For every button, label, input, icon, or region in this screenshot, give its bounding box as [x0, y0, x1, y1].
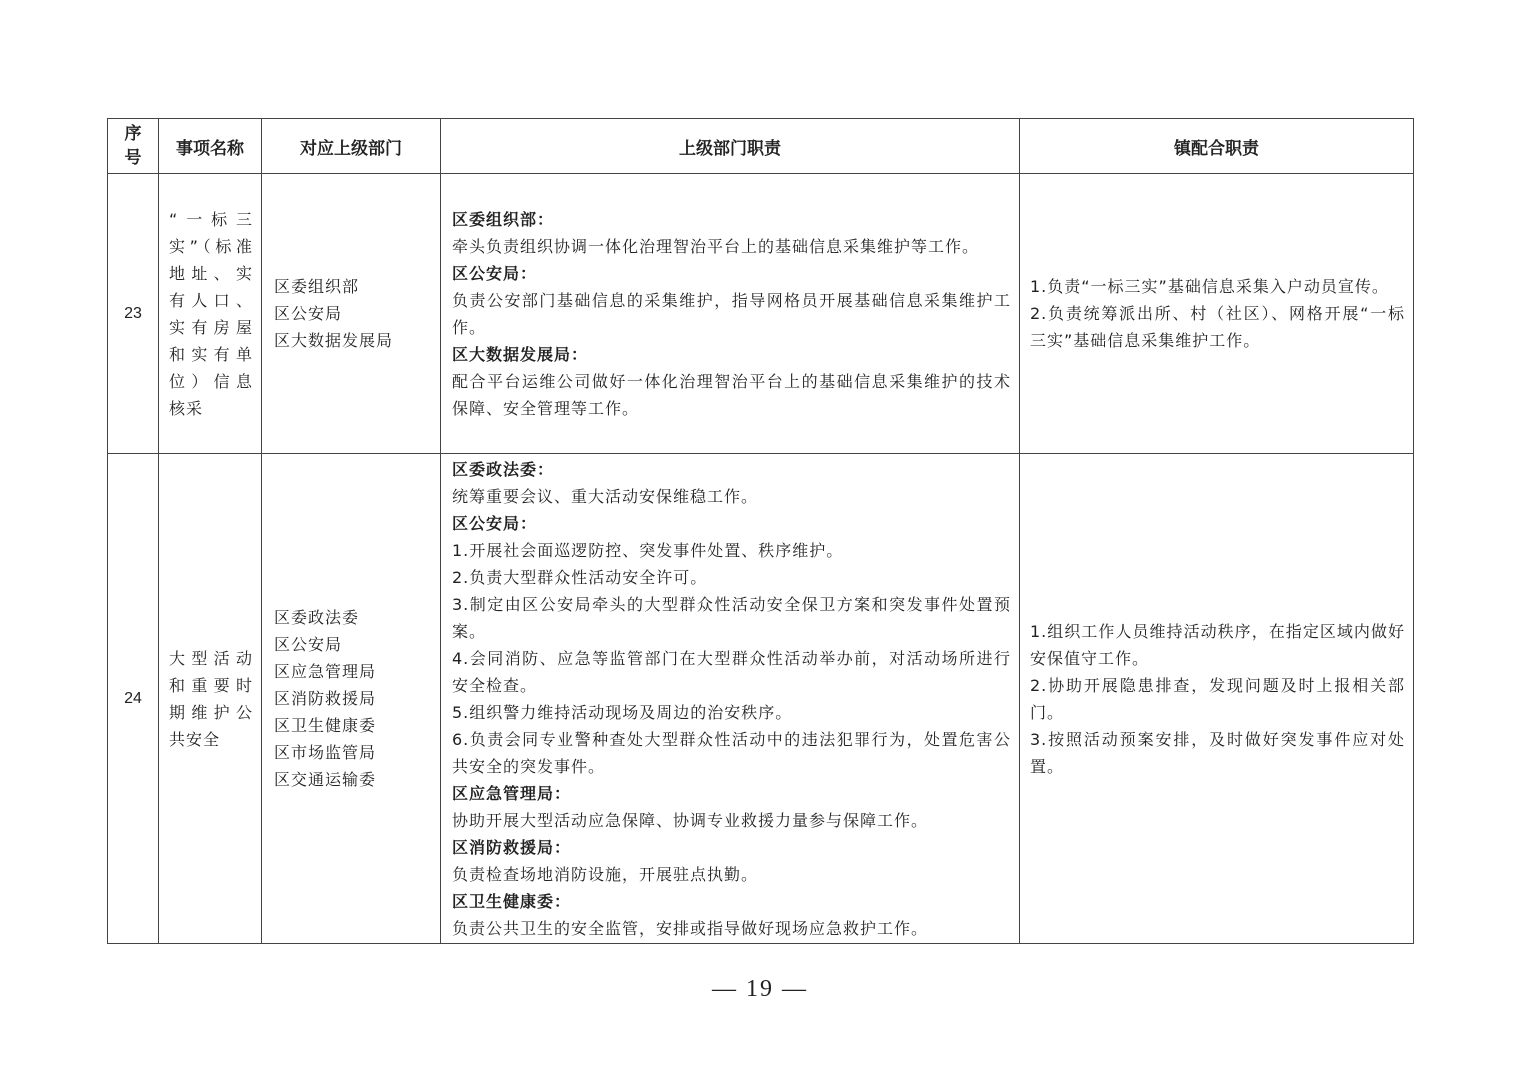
header-superior-dept: 对应上级部门	[262, 119, 441, 174]
duty-item: 4.会同消防、应急等监管部门在大型群众性活动举办前，对活动场所进行安全检查。	[452, 649, 1011, 695]
duty-item: 配合平台运维公司做好一体化治理智治平台上的基础信息采集维护的技术保障、安全管理等工作。	[452, 371, 1011, 418]
town-duty-item: 1.组织工作人员维持活动秩序，在指定区域内做好安保值守工作。	[1030, 621, 1405, 668]
department-item: 区卫生健康委	[274, 716, 377, 735]
duty-org: 区大数据发展局：	[452, 344, 589, 364]
responsibility-table	[107, 118, 1414, 944]
town-duty-item: 1.负责“一标三实”基础信息采集入户动员宣传。	[1030, 277, 1389, 296]
row-item-name: “一标三实”（标准地址、实有人口、实有房屋和实有单位）信息核采	[159, 174, 262, 454]
duty-org: 区消防救援局：	[452, 838, 572, 857]
table-header-row	[108, 119, 1414, 174]
table-row	[108, 454, 1414, 944]
department-item: 区委政法委	[274, 608, 360, 627]
row-superior-duties	[441, 454, 1020, 944]
row-departments	[262, 174, 441, 454]
department-item: 区公安局	[274, 635, 343, 654]
department-item: 区交通运输委	[274, 770, 377, 789]
department-item: 区委组织部	[274, 277, 360, 296]
duty-org: 区委政法委：	[452, 460, 555, 479]
header-item-name: 事项名称	[159, 119, 262, 174]
department-item: 区消防救援局	[274, 689, 377, 708]
town-duty-item: 2.协助开展隐患排查，发现问题及时上报相关部门。	[1030, 675, 1405, 722]
department-item: 区公安局	[274, 304, 343, 323]
duty-item: 牵头负责组织协调一体化治理智治平台上的基础信息采集维护等工作。	[452, 236, 980, 256]
row-town-duties	[1020, 174, 1414, 454]
header-town-duty: 镇配合职责	[1020, 119, 1414, 174]
duty-item: 5.组织警力维持活动现场及周边的治安秩序。	[452, 703, 793, 722]
row-departments	[262, 454, 441, 944]
table-row	[108, 174, 1414, 454]
page-number: — 19 —	[712, 976, 808, 1002]
duty-item: 1.开展社会面巡逻防控、突发事件处置、秩序维护。	[452, 541, 844, 560]
duty-org: 区公安局：	[452, 514, 538, 533]
department-item: 区应急管理局	[274, 662, 377, 681]
row-superior-duties	[441, 174, 1020, 454]
department-item: 区市场监管局	[274, 743, 377, 762]
duty-item: 协助开展大型活动应急保障、协调专业救援力量参与保障工作。	[452, 811, 929, 830]
header-superior-duty: 上级部门职责	[441, 119, 1020, 174]
header-seq-label: 序号	[124, 124, 142, 168]
duty-org: 区应急管理局：	[452, 784, 572, 803]
duty-item: 2.负责大型群众性活动安全许可。	[452, 568, 708, 587]
duty-item: 统筹重要会议、重大活动安保维稳工作。	[452, 487, 759, 506]
duty-org: 区委组织部：	[452, 209, 555, 229]
duty-item: 负责公安部门基础信息的采集维护，指导网格员开展基础信息采集维护工作。	[452, 290, 1011, 337]
responsibility-table-container	[107, 118, 1413, 944]
duty-org: 区公安局：	[452, 263, 538, 283]
row-seq: 23	[108, 174, 159, 454]
row-item-name: 大型活动和重要时期维护公共安全	[159, 454, 262, 944]
duty-item: 负责检查场地消防设施，开展驻点执勤。	[452, 865, 759, 884]
duty-item: 3.制定由区公安局牵头的大型群众性活动安全保卫方案和突发事件处置预案。	[452, 595, 1011, 641]
duty-item: 6.负责会同专业警种查处大型群众性活动中的违法犯罪行为，处置危害公共安全的突发事件。	[452, 730, 1011, 776]
department-item: 区大数据发展局	[274, 331, 394, 350]
row-seq: 24	[108, 454, 159, 944]
header-seq	[108, 119, 159, 174]
town-duty-item: 2.负责统筹派出所、村（社区）、网格开展“一标三实”基础信息采集维护工作。	[1030, 304, 1405, 350]
duty-item: 负责公共卫生的安全监管，安排或指导做好现场应急救护工作。	[452, 919, 929, 938]
duty-org: 区卫生健康委：	[452, 892, 572, 911]
row-town-duties	[1020, 454, 1414, 944]
town-duty-item: 3.按照活动预案安排，及时做好突发事件应对处置。	[1030, 729, 1405, 776]
